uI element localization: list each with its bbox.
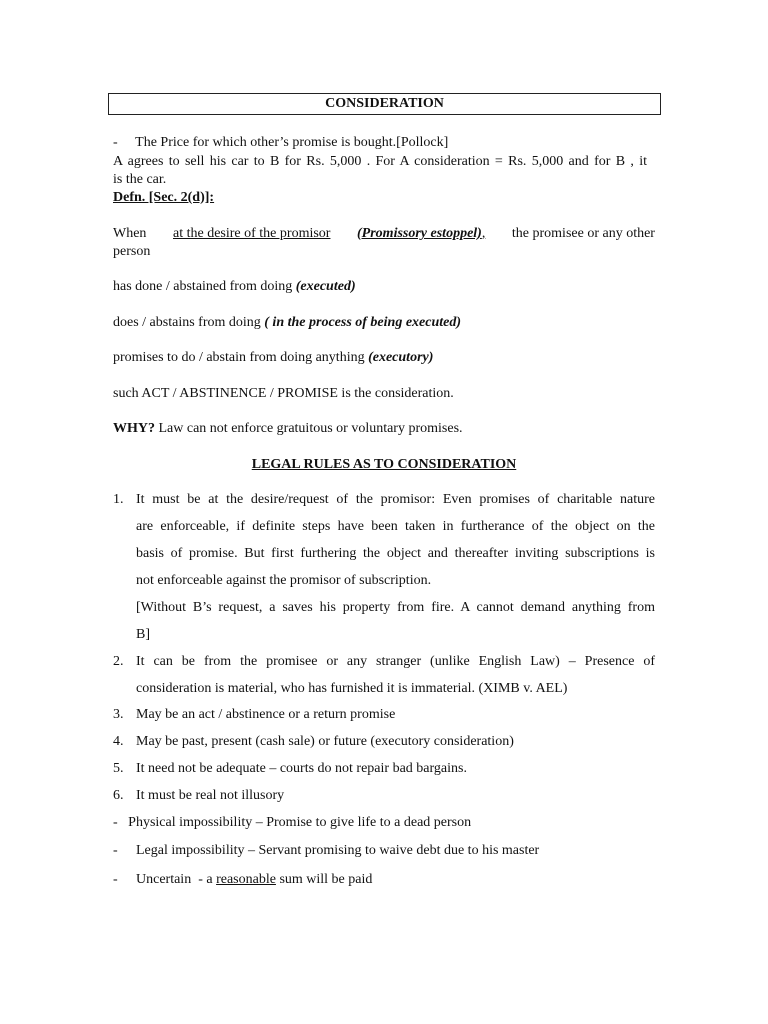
clause-in-process-tag: ( in the process of being executed) [264, 315, 462, 330]
illusory-physical: - Physical impossibility – Promise to give life to a dead person [113, 815, 472, 830]
rule-1-line: It must be at the desire/request of the promisor: Even promises of charitable nature [136, 492, 655, 507]
rule-number: 4. [113, 734, 124, 749]
clause-in-process [113, 314, 461, 332]
clause-executory [113, 349, 433, 367]
rule-number: 5. [113, 761, 124, 776]
rule-1-line: not enforceable against the promisor of subscription. [136, 573, 432, 588]
clause-executory-tag: (executory) [368, 350, 434, 365]
rule-4: May be past, present (cash sale) or future (executory consideration) [136, 734, 514, 749]
rule-number: 6. [113, 788, 124, 803]
intro-pollock-line: - The Price for which other’s promise is bought.[Pollock] [113, 135, 449, 150]
definition-desire: at the desire of the promisor [173, 226, 331, 241]
intro-example-line: A agrees to sell his car to B for Rs. 5,000 . For A consideration = Rs. 5,000 and for B , it [113, 154, 647, 169]
intro-example-line-cont: is the car. [113, 172, 167, 187]
rule-3: May be an act / abstinence or a return promise [136, 707, 396, 722]
definition-line [113, 225, 655, 243]
rule-number: 2. [113, 654, 124, 669]
rule-number: 1. [113, 492, 124, 507]
clause-executory-text: promises to do / abstain from doing anything [113, 350, 365, 365]
illusory-uncertain-underlined: reasonable [216, 872, 276, 887]
definition-rest: the promisee or any other [511, 226, 655, 241]
illusory-uncertain-text: Uncertain - a [136, 872, 213, 887]
rule-2-line: It can be from the promisee or any stranger (unlike English Law) – Presence of [136, 654, 655, 669]
why-label: WHY? [113, 421, 155, 436]
rule-6: It must be real not illusory [136, 788, 285, 803]
why-text: Law can not enforce gratuitous or voluntary promises. [158, 421, 463, 436]
definition-when: When [113, 226, 147, 241]
illusory-uncertain-end: sum will be paid [279, 872, 373, 887]
why-line [113, 420, 463, 438]
rule-1-line: basis of promise. But first furthering the object and thereafter inviting subscriptions is [136, 546, 655, 561]
rule-1-line: are enforceable, if definite steps have been taken in furtherance of the object on the [136, 519, 655, 534]
illusory-legal-dash: - [113, 843, 118, 858]
rules-heading: LEGAL RULES AS TO CONSIDERATION [251, 457, 517, 472]
rule-2-line: consideration is material, who has furnished it is immaterial. (XIMB v. AEL) [136, 681, 568, 696]
rule-5: It need not be adequate – courts do not repair bad bargains. [136, 761, 467, 776]
clause-executed-text: has done / abstained from doing [113, 279, 293, 294]
clause-summary: such ACT / ABSTINENCE / PROMISE is the consideration. [113, 386, 454, 401]
clause-executed [113, 278, 356, 296]
clause-in-process-text: does / abstains from doing [113, 315, 261, 330]
illusory-uncertain [136, 871, 372, 889]
definition-heading: Defn. [Sec. 2(d)]: [113, 190, 215, 205]
illusory-uncertain-dash: - [113, 872, 118, 887]
page-title: CONSIDERATION [108, 93, 661, 115]
rule-1-example: [Without B’s request, a saves his property from fire. A cannot demand anything from [136, 600, 655, 615]
illusory-legal: Legal impossibility – Servant promising to waive debt due to his master [136, 843, 540, 858]
definition-comma: , [481, 226, 486, 241]
rule-number: 3. [113, 707, 124, 722]
rule-1-example-end: B] [136, 627, 150, 642]
definition-estoppel: (Promissory estoppel) [357, 226, 482, 241]
definition-person: person [113, 244, 151, 259]
clause-executed-tag: (executed) [295, 279, 356, 294]
